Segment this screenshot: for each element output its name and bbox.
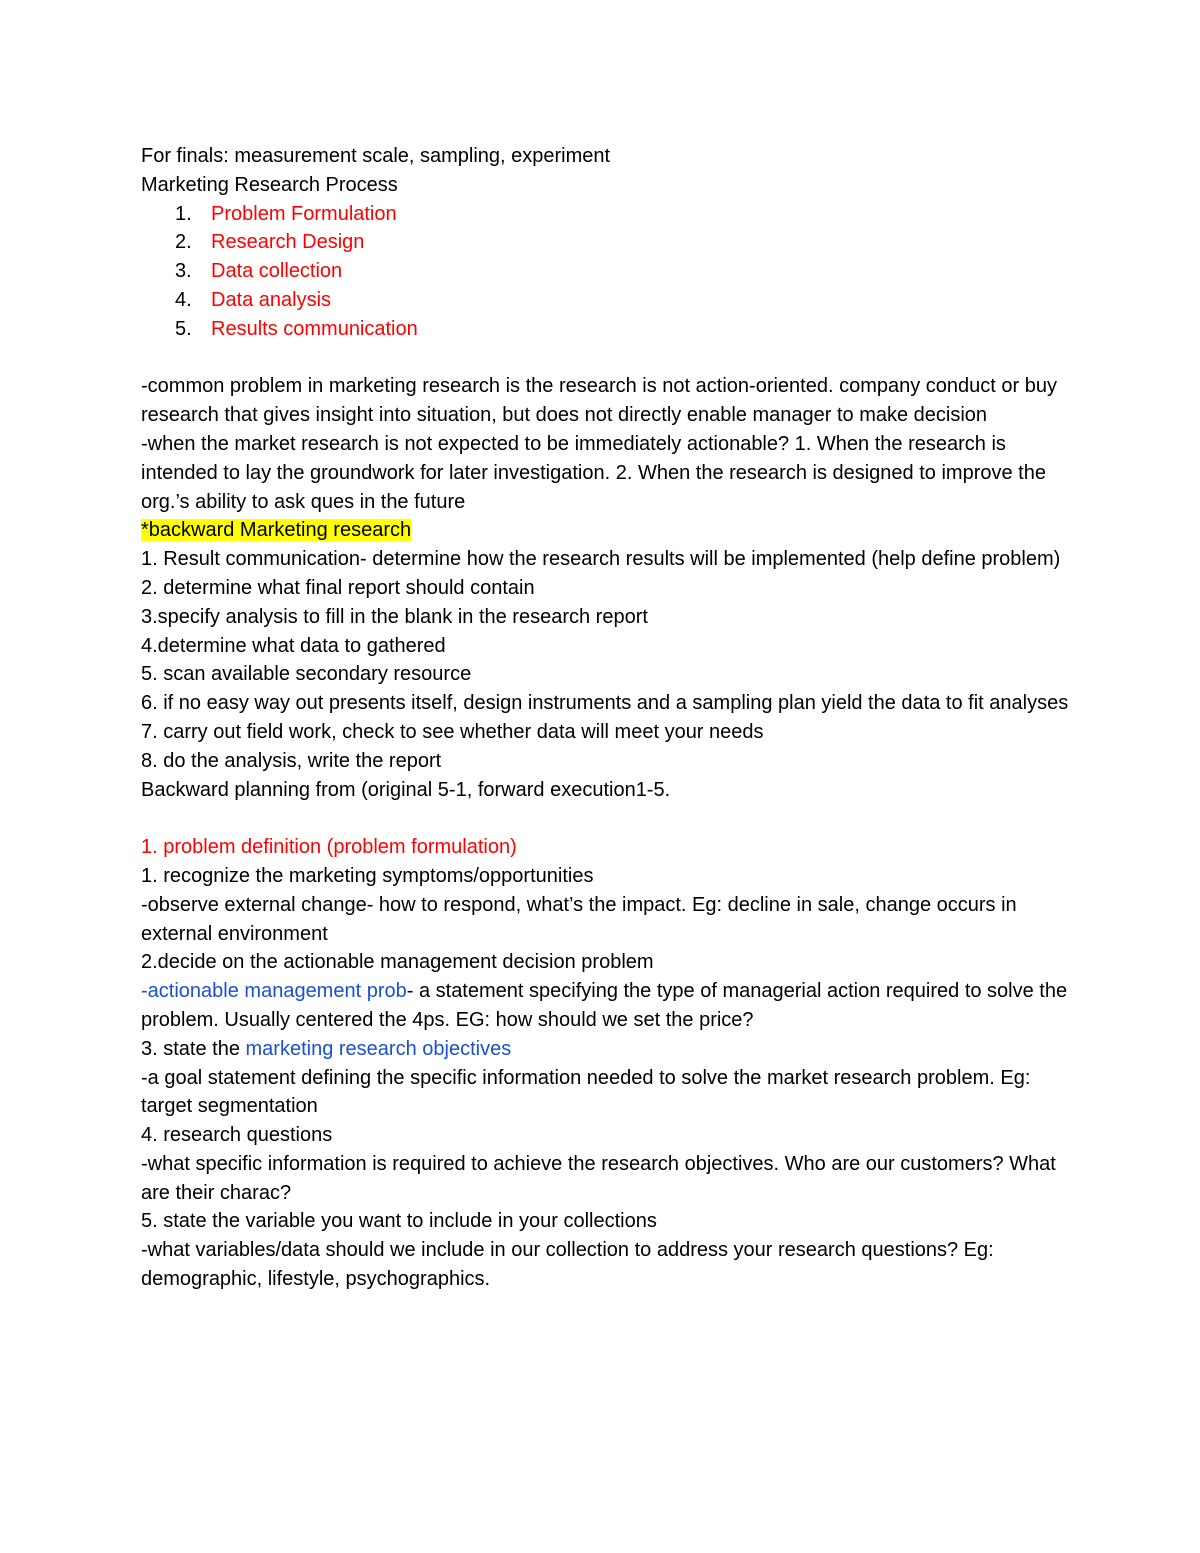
- problem-step: 2.decide on the actionable management decision problem: [141, 951, 654, 974]
- process-step: 5. Results communication: [141, 315, 1071, 344]
- problem-step-detail: -observe external change- how to respond, what’s the impact. Eg: decline in sale, change occurs in external environment: [141, 893, 1017, 945]
- process-step-label: Results communication: [211, 317, 418, 340]
- process-step: 3. Data collection: [141, 257, 1071, 286]
- backward-item: 2. determine what final report should contain: [141, 576, 535, 599]
- step2-prefix: -: [141, 980, 148, 1003]
- process-step-label: Data analysis: [211, 288, 332, 311]
- not-actionable-note: -when the market research is not expected to be immediately actionable? 1. When the research is intended to lay the groundwork for later investigation. 2. When the research is designed to improve the org.’s ability to ask ques in the future: [141, 432, 1046, 513]
- process-step: 1. Problem Formulation: [141, 200, 1071, 229]
- document-body: [141, 142, 1071, 1294]
- highlighted-heading: *backward Marketing research: [141, 519, 412, 542]
- backward-item: 4.determine what data to gathered: [141, 634, 446, 657]
- backward-item: 6. if no easy way out presents itself, design instruments and a sampling plan yield the data to fit analyses: [141, 692, 1069, 715]
- problem-step-detail: -a goal statement defining the specific information needed to solve the market research problem. Eg: target segmentation: [141, 1066, 1031, 1118]
- common-problem-note: -common problem in marketing research is the research is not action-oriented. company conduct or buy research that gives insight into situation, but does not directly enable manager to make decision: [141, 375, 1057, 427]
- step2-detail-text: - a statement specifying the type of managerial action required to solve the problem. Usually centered the 4ps. EG: how should we set the price?: [141, 980, 1068, 1031]
- problem-step-detail: -what specific information is required to achieve the research objectives. Who are our customers? What are their charac?: [141, 1152, 1056, 1204]
- problem-step-detail: -what variables/data should we include in our collection to address your research questions? Eg: demographic, lifestyle, psychographics.: [141, 1239, 994, 1291]
- process-step-label: Problem Formulation: [211, 202, 397, 225]
- process-title: Marketing Research Process: [141, 173, 398, 196]
- problem-step: 5. state the variable you want to include in your collections: [141, 1210, 657, 1233]
- process-step-label: Research Design: [211, 231, 365, 254]
- backward-item: 1. Result communication- determine how the research results will be implemented (help define problem): [141, 548, 1061, 571]
- blank-line: [141, 804, 1071, 833]
- problem-step: [141, 1035, 1071, 1064]
- actionable-management-term: actionable management prob: [147, 980, 407, 1003]
- research-objectives-term: marketing research objectives: [245, 1037, 512, 1060]
- problem-step-detail: [141, 977, 1071, 1035]
- backward-item: 3.specify analysis to fill in the blank in the research report: [141, 605, 648, 628]
- backward-summary: Backward planning from (original 5-1, forward execution1-5.: [141, 778, 671, 801]
- backward-heading: [141, 516, 1071, 545]
- problem-definition-heading: 1. problem definition (problem formulation): [141, 836, 517, 859]
- process-steps-list: [141, 200, 1071, 344]
- process-step: 2. Research Design: [141, 228, 1071, 257]
- finals-note: For finals: measurement scale, sampling, experiment: [141, 145, 611, 167]
- process-step-label: Data collection: [211, 260, 343, 283]
- backward-item: 5. scan available secondary resource: [141, 663, 472, 686]
- backward-item: 7. carry out field work, check to see whether data will meet your needs: [141, 720, 764, 743]
- backward-item: 8. do the analysis, write the report: [141, 749, 442, 772]
- process-step: 4. Data analysis: [141, 286, 1071, 315]
- problem-step: 1. recognize the marketing symptoms/opportunities: [141, 864, 594, 887]
- step3-prefix: 3. state the: [141, 1037, 246, 1060]
- problem-step: 4. research questions: [141, 1124, 333, 1147]
- blank-line: [141, 344, 1071, 373]
